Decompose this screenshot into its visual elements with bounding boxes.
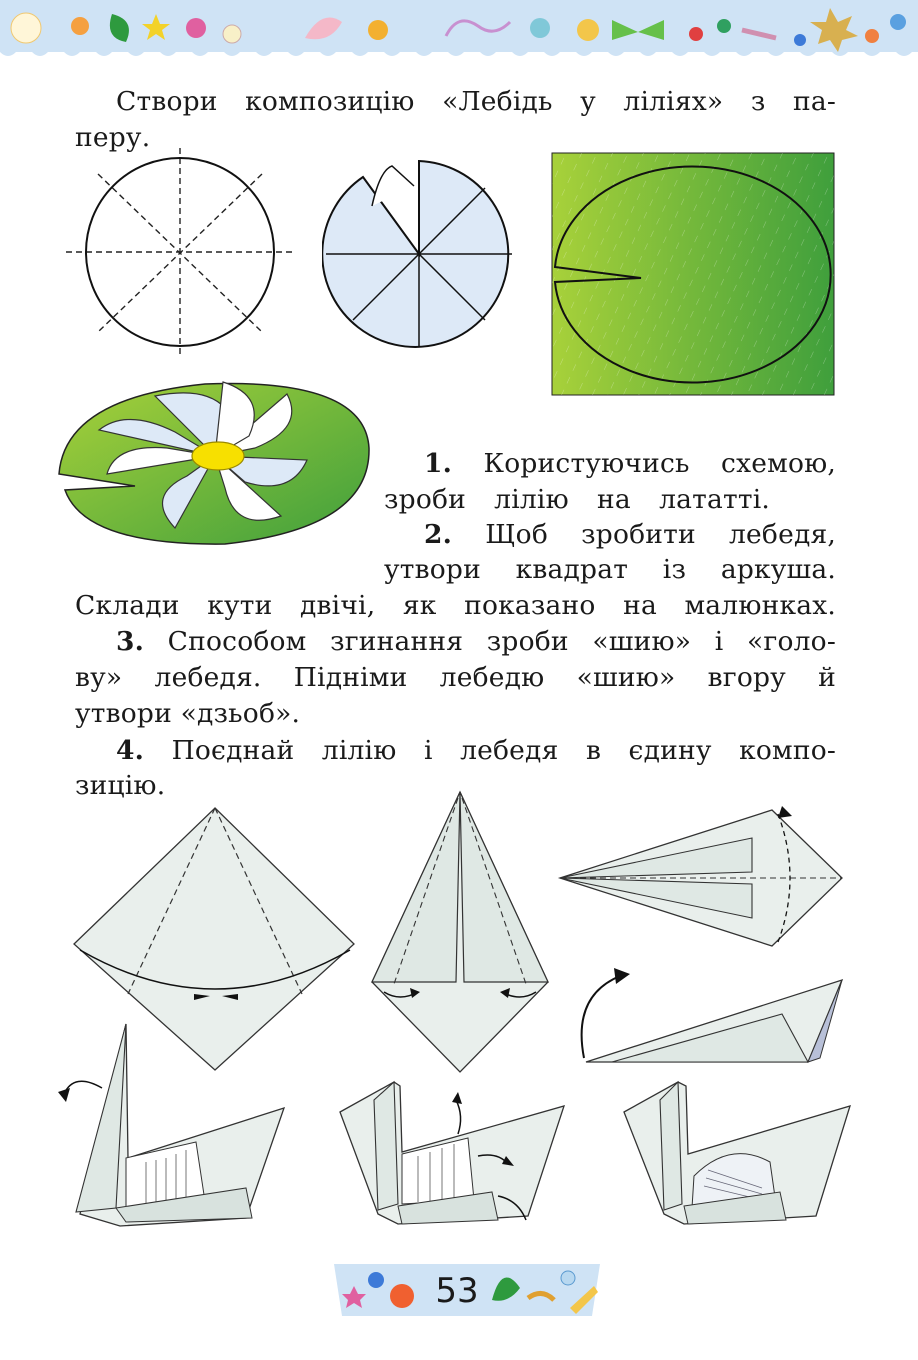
origami-swan-step-1 <box>56 1022 288 1230</box>
origami-swan-step-2 <box>338 1080 568 1228</box>
step-4-line-2: зицію. <box>75 770 166 801</box>
step-3-line-1: 3. Способом згинання зроби «шию» і «голо- <box>116 626 836 657</box>
origami-swan-final <box>620 1080 854 1228</box>
step-3-line-3: утвори «дзьоб». <box>75 698 301 729</box>
origami-step-narrow <box>556 800 846 950</box>
ball-icon <box>71 17 89 35</box>
step-2-line-1: 2. Щоб зробити лебедя, <box>424 519 837 550</box>
origami-step-fold-neck <box>572 966 846 1066</box>
step-1-line-2: зроби лілію на лататті. <box>384 484 770 515</box>
cut-circle-diagram <box>322 158 512 350</box>
water-lily <box>55 378 375 548</box>
lily-pad-template <box>551 152 835 396</box>
pearl-icon <box>11 13 41 43</box>
step-3-line-2: ву» лебедя. Підніми лебедю «шию» вгору й <box>75 662 836 693</box>
step-4-line-1: 4. Поєднай лілію і лебедя в єдину компо- <box>116 735 837 766</box>
decorative-banner <box>0 0 918 62</box>
step-2-line-3: Склади кути двічі, як показано на малюнках. <box>75 590 836 621</box>
step-1-line-1: 1. Користуючись схемою, <box>424 448 836 479</box>
step-2-line-2: утвори квадрат із аркуша. <box>384 554 836 585</box>
page-number: 53 <box>435 1271 479 1311</box>
dashed-circle-diagram <box>60 146 300 360</box>
intro-line-2: перу. <box>75 122 151 153</box>
origami-step-kite <box>370 788 552 1074</box>
flower-icon <box>368 1272 384 1288</box>
intro-line-1: Створи композицію «Лебідь у ліліях» з па- <box>116 86 836 117</box>
flower-icon <box>186 18 206 38</box>
